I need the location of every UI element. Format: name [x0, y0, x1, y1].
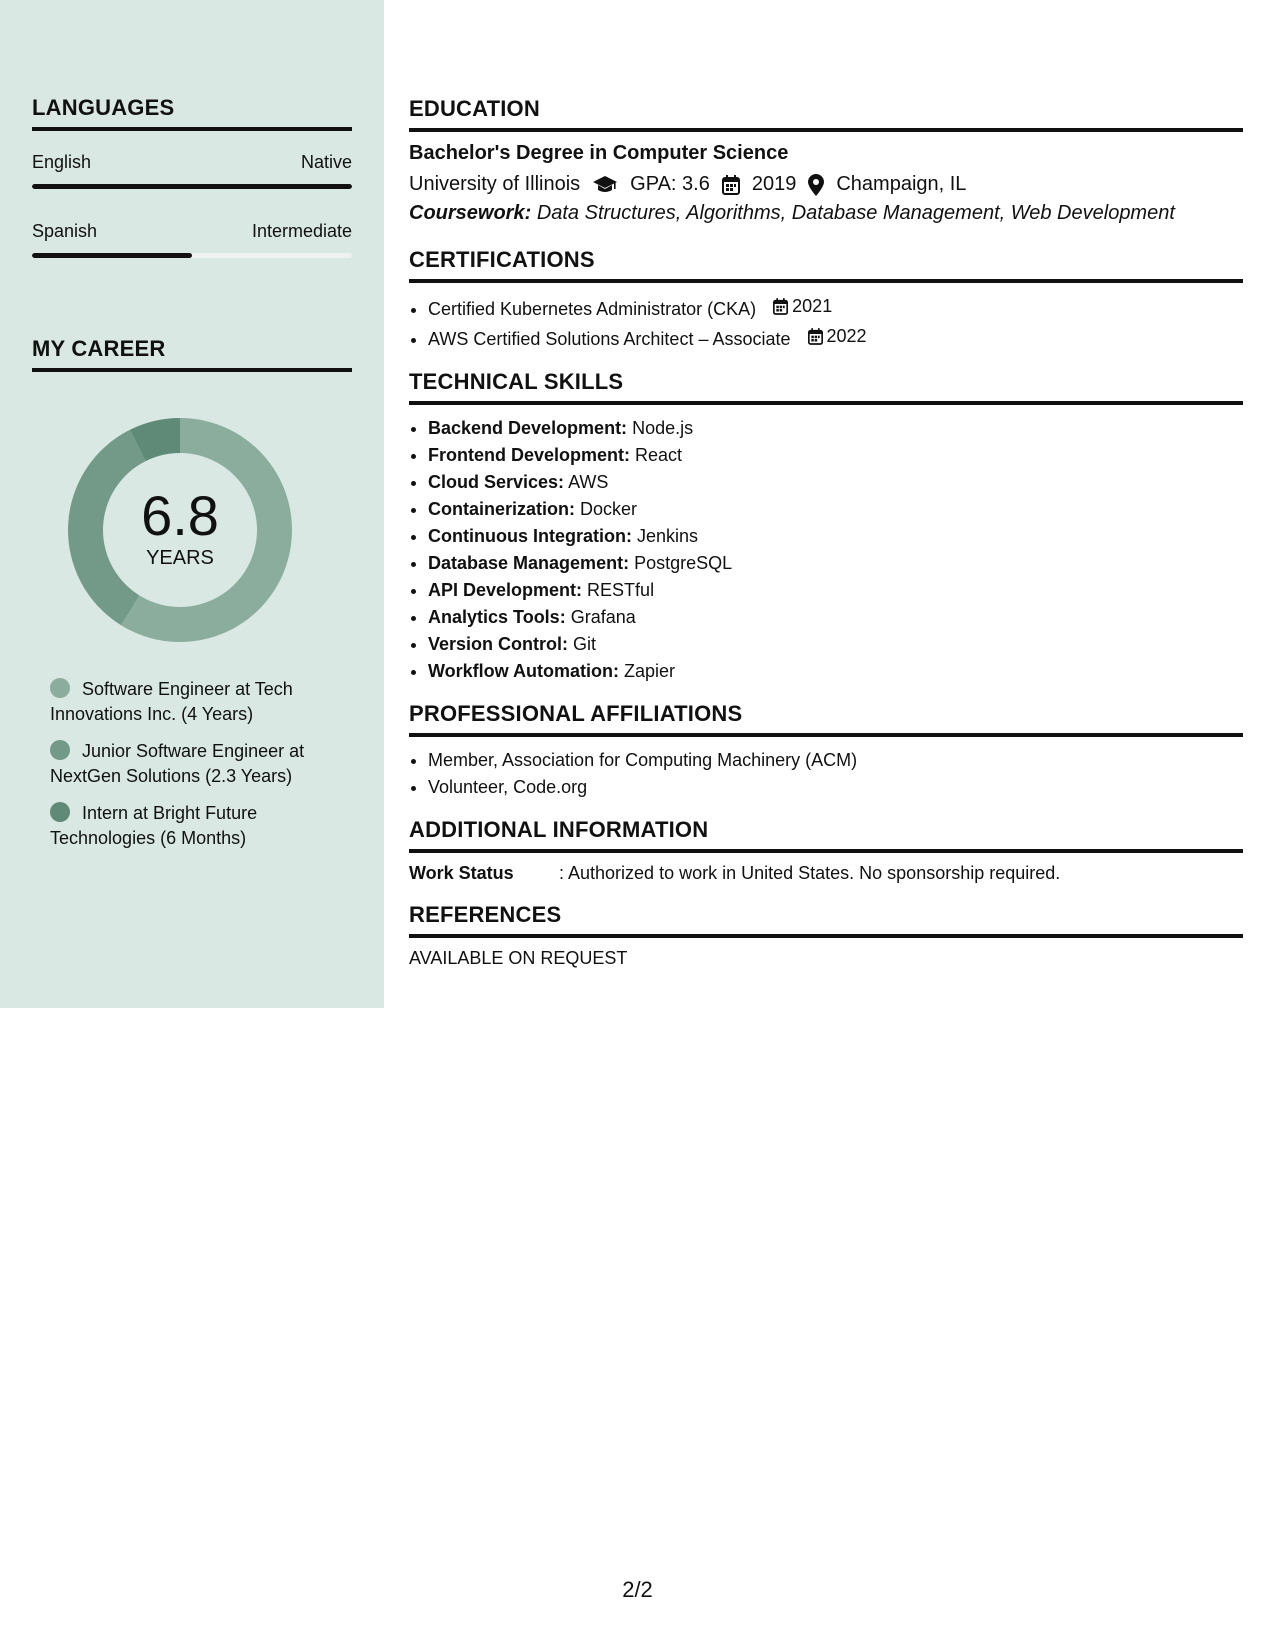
career-total-value: 6.8 — [141, 483, 219, 547]
skill-item — [428, 496, 1243, 523]
references-text: AVAILABLE ON REQUEST — [409, 948, 628, 968]
career-item-label: Intern at Bright Future Technologies (6 Months) — [50, 803, 258, 848]
certification-date — [808, 323, 867, 350]
calendar-icon — [808, 328, 823, 345]
page-number: 2/2 — [622, 1577, 653, 1602]
skill-item — [428, 415, 1243, 442]
work-status-value: : Authorized to work in United States. No sponsorship required. — [559, 863, 1061, 883]
language-level: Intermediate — [251, 221, 352, 241]
career-dot-icon — [50, 740, 70, 760]
skill-item — [428, 604, 1243, 631]
skill-label: Version Control: — [428, 634, 569, 654]
certification-date — [773, 293, 832, 320]
career-list — [50, 677, 340, 863]
language-name: English — [32, 152, 92, 172]
skill-value: Grafana — [570, 607, 636, 627]
skill-value: Jenkins — [636, 526, 699, 546]
donut-center — [66, 416, 294, 644]
map-pin-icon — [808, 174, 824, 196]
affiliations-list — [409, 747, 1243, 801]
education-coursework — [409, 202, 1243, 225]
skill-label: Containerization: — [428, 499, 575, 519]
skills-list — [409, 415, 1243, 685]
education-school: University of Illinois — [409, 173, 581, 195]
skill-label: Continuous Integration: — [428, 526, 632, 546]
skill-item — [428, 442, 1243, 469]
skill-label: API Development: — [428, 580, 583, 600]
references-heading: REFERENCES — [409, 902, 1243, 938]
certification-year: 2021 — [792, 296, 833, 316]
certification-name: Certified Kubernetes Administrator (CKA) — [428, 299, 757, 319]
education-degree: Bachelor's Degree in Computer Science — [409, 142, 789, 164]
additional-info-heading: ADDITIONAL INFORMATION — [409, 817, 1243, 853]
skill-value: Git — [573, 634, 597, 654]
education-details — [409, 173, 1243, 196]
affiliation-item: • Volunteer, Code.org — [428, 774, 1243, 801]
skill-value: PostgreSQL — [634, 553, 733, 573]
certification-year: 2022 — [826, 326, 867, 346]
skill-label: Analytics Tools: — [428, 607, 566, 627]
languages-heading: LANGUAGES — [32, 95, 352, 131]
language-bar-english — [32, 184, 352, 189]
career-dot-icon — [50, 802, 70, 822]
skill-item — [428, 658, 1243, 685]
education-location: Champaign, IL — [836, 173, 967, 195]
skill-item — [428, 550, 1243, 577]
career-item-label: Software Engineer at Tech Innovations Inc. (4 Years) — [50, 679, 293, 724]
skill-label: Database Management: — [428, 553, 630, 573]
coursework-label: Coursework: — [409, 202, 532, 224]
skill-value: RESTful — [587, 580, 655, 600]
language-row-spanish — [32, 221, 352, 242]
certification-item — [428, 293, 1243, 323]
skill-item — [428, 631, 1243, 658]
certifications-heading: CERTIFICATIONS — [409, 247, 1243, 283]
skill-value: Zapier — [624, 661, 676, 681]
career-dot-icon — [50, 678, 70, 698]
skill-value: React — [635, 445, 683, 465]
skill-item — [428, 577, 1243, 604]
skill-value: AWS — [568, 472, 609, 492]
calendar-icon — [773, 298, 788, 315]
language-name: Spanish — [32, 221, 98, 241]
skill-value: Node.js — [632, 418, 694, 438]
language-bar-fill — [32, 253, 192, 258]
career-item — [50, 739, 340, 789]
career-item — [50, 801, 340, 851]
skill-label: Cloud Services: — [428, 472, 565, 492]
work-status-label: Work Status — [409, 863, 514, 883]
sidebar — [0, 0, 384, 1008]
work-status-row — [409, 863, 1243, 884]
skill-value: Docker — [580, 499, 638, 519]
affiliation-item: • Member, Association for Computing Machinery (ACM) — [428, 747, 1243, 774]
education-heading: EDUCATION — [409, 96, 1243, 132]
affiliations-heading: PROFESSIONAL AFFILIATIONS — [409, 701, 1243, 737]
career-item — [50, 677, 340, 727]
certification-name: AWS Certified Solutions Architect – Associate — [428, 329, 791, 349]
language-level: Native — [300, 152, 352, 172]
language-bar-spanish — [32, 253, 352, 258]
main-content — [409, 96, 1243, 969]
skill-item — [428, 523, 1243, 550]
language-row-english — [32, 152, 352, 173]
certification-item — [428, 323, 1243, 353]
education-year: 2019 — [751, 173, 797, 195]
certifications-list — [409, 293, 1243, 353]
skill-label: Frontend Development: — [428, 445, 631, 465]
skill-label: Workflow Automation: — [428, 661, 619, 681]
language-bar-fill — [32, 184, 352, 189]
coursework-list: Data Structures, Algorithms, Database Management, Web Development — [536, 202, 1175, 224]
skills-heading: TECHNICAL SKILLS — [409, 369, 1243, 405]
skill-label: Backend Development: — [428, 418, 628, 438]
career-total-unit: YEARS — [146, 546, 214, 569]
career-heading: MY CAREER — [32, 336, 352, 372]
education-gpa: GPA: 3.6 — [630, 173, 710, 195]
career-item-label: Junior Software Engineer at NextGen Solutions (2.3 Years) — [50, 741, 305, 786]
career-donut-chart — [66, 416, 294, 644]
calendar-icon — [722, 175, 740, 195]
graduation-cap-icon — [592, 175, 618, 195]
skill-item — [428, 469, 1243, 496]
